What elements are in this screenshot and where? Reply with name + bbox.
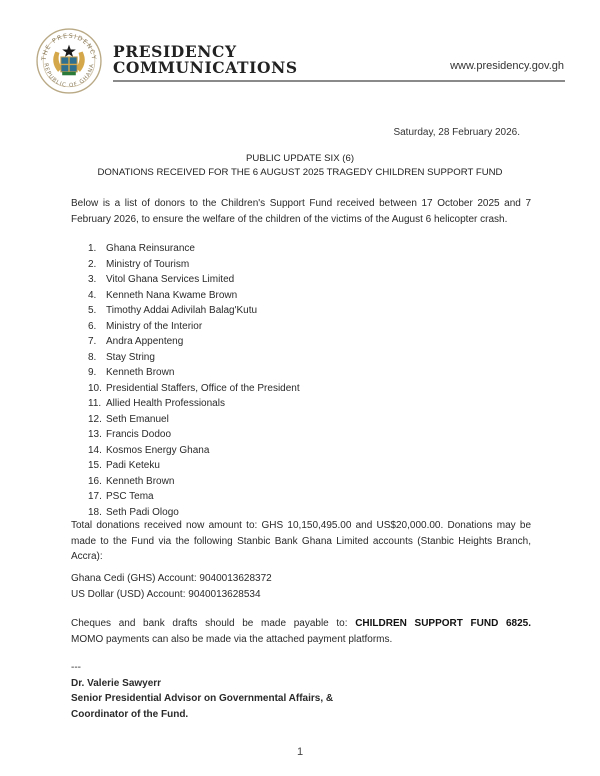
donor-number: 14. — [88, 444, 102, 456]
donor-list-item — [71, 458, 300, 474]
cheques-text: Cheques and bank drafts should be made payable to: — [71, 618, 356, 629]
donor-name: Kenneth Brown — [106, 475, 175, 487]
donor-name: Allied Health Professionals — [106, 398, 225, 409]
donor-list-item — [71, 257, 300, 273]
donor-number: 1. — [88, 243, 97, 254]
donor-list-item — [71, 350, 300, 366]
svg-text:REPUBLIC OF GHANA: REPUBLIC OF GHANA — [42, 62, 96, 89]
donor-name: Vitol Ghana Services Limited — [106, 274, 235, 285]
donor-list — [71, 241, 300, 520]
donor-list-item — [71, 396, 300, 412]
donor-list-item — [71, 303, 300, 319]
donor-name: Kenneth Nana Kwame Brown — [106, 289, 238, 301]
brand-line-1: PRESIDENCY — [113, 42, 237, 61]
cheques-payee: CHILDREN SUPPORT FUND 6825. — [355, 618, 531, 629]
donor-list-item — [71, 334, 300, 350]
donor-name: Ministry of the Interior — [106, 320, 203, 332]
signatory-title-2: Coordinator of the Fund. — [71, 708, 189, 720]
brand-line-2: COMMUNICATIONS — [113, 58, 298, 77]
donor-list-item — [71, 489, 300, 505]
donor-number: 5. — [88, 305, 97, 316]
donor-number: 9. — [88, 367, 97, 378]
donor-name: Ministry of Tourism — [106, 258, 190, 270]
total-paragraph: Total donations received now amount to: GHS 10,150,495.00 and US$20,000.00. Donations may be made to the Fund via the following Stanbic Bank Ghana Limited accounts (Stanbic Heights Branch, Accra): — [71, 520, 531, 562]
donor-name: Kosmos Energy Ghana — [106, 444, 210, 456]
document-date: Saturday, 28 February 2026. — [393, 127, 520, 138]
donor-name: Seth Padi Ologo — [106, 506, 179, 518]
document-heading-line-2: DONATIONS RECEIVED FOR THE 6 AUGUST 2025 TRAGEDY CHILDREN SUPPORT FUND — [97, 167, 503, 178]
donor-name: Timothy Addai Adivilah Balag'Kutu — [106, 305, 258, 316]
donor-number: 4. — [88, 289, 97, 301]
donor-name: Kenneth Brown — [106, 367, 175, 378]
cheques-paragraph — [71, 616, 531, 647]
donor-name: Stay String — [106, 351, 155, 363]
account-usd: US Dollar (USD) Account: 9040013628534 — [71, 588, 261, 600]
intro-paragraph: Below is a list of donors to the Children's Support Fund received between 17 October 2025 and 7 February 2026, to ensure the welfare of the children of the victims of the August 6 helicopter crash. — [71, 198, 531, 225]
donor-name: Francis Dodoo — [106, 429, 172, 440]
donor-number: 11. — [88, 398, 102, 409]
donor-list-item — [71, 412, 300, 428]
donor-number: 6. — [88, 320, 97, 332]
donor-list-item — [71, 381, 300, 397]
signature-block — [71, 660, 333, 722]
account-ghs: Ghana Cedi (GHS) Account: 9040013628372 — [71, 573, 272, 584]
donor-number: 18. — [88, 506, 102, 518]
donor-list-item — [71, 474, 300, 490]
donor-list-item — [71, 288, 300, 304]
donor-list-item — [71, 241, 300, 257]
signatory-name: Dr. Valerie Sawyerr — [71, 677, 162, 689]
donor-number: 8. — [88, 351, 97, 363]
page-number: 1 — [296, 746, 304, 758]
document-heading-line-1: PUBLIC UPDATE SIX (6) — [245, 153, 355, 164]
svg-text:THE PRESIDENCY: THE PRESIDENCY — [40, 32, 98, 61]
donor-name: PSC Tema — [106, 491, 154, 502]
donor-number: 7. — [88, 336, 97, 347]
account-details — [71, 571, 272, 602]
donor-number: 12. — [88, 413, 102, 425]
donor-name: Presidential Staffers, Office of the President — [106, 382, 300, 394]
donor-number: 15. — [88, 460, 102, 471]
donor-list-item — [71, 443, 300, 459]
donor-list-item — [71, 319, 300, 335]
separator: --- — [71, 662, 81, 673]
donor-list-item — [71, 272, 300, 288]
donor-name: Ghana Reinsurance — [106, 243, 195, 254]
donor-number: 10. — [88, 382, 102, 394]
momo-text: MOMO payments can also be made via the attached payment platforms. — [71, 633, 393, 645]
donor-number: 2. — [88, 258, 97, 270]
donor-name: Padi Keteku — [106, 460, 160, 471]
donor-name: Andra Appenteng — [106, 336, 184, 347]
donor-list-item — [71, 427, 300, 443]
donor-number: 3. — [88, 274, 97, 285]
signatory-title-1: Senior Presidential Advisor on Governmental Affairs, & — [71, 693, 334, 704]
donor-number: 17. — [88, 491, 102, 502]
donor-list-item — [71, 365, 300, 381]
donor-number: 16. — [88, 475, 102, 487]
header-divider — [113, 80, 565, 82]
donor-number: 13. — [88, 429, 102, 440]
ghana-coat-of-arms-icon — [35, 27, 103, 95]
donor-name: Seth Emanuel — [106, 413, 169, 425]
website-link[interactable]: www.presidency.gov.gh — [450, 60, 564, 72]
brand-name — [113, 44, 298, 76]
